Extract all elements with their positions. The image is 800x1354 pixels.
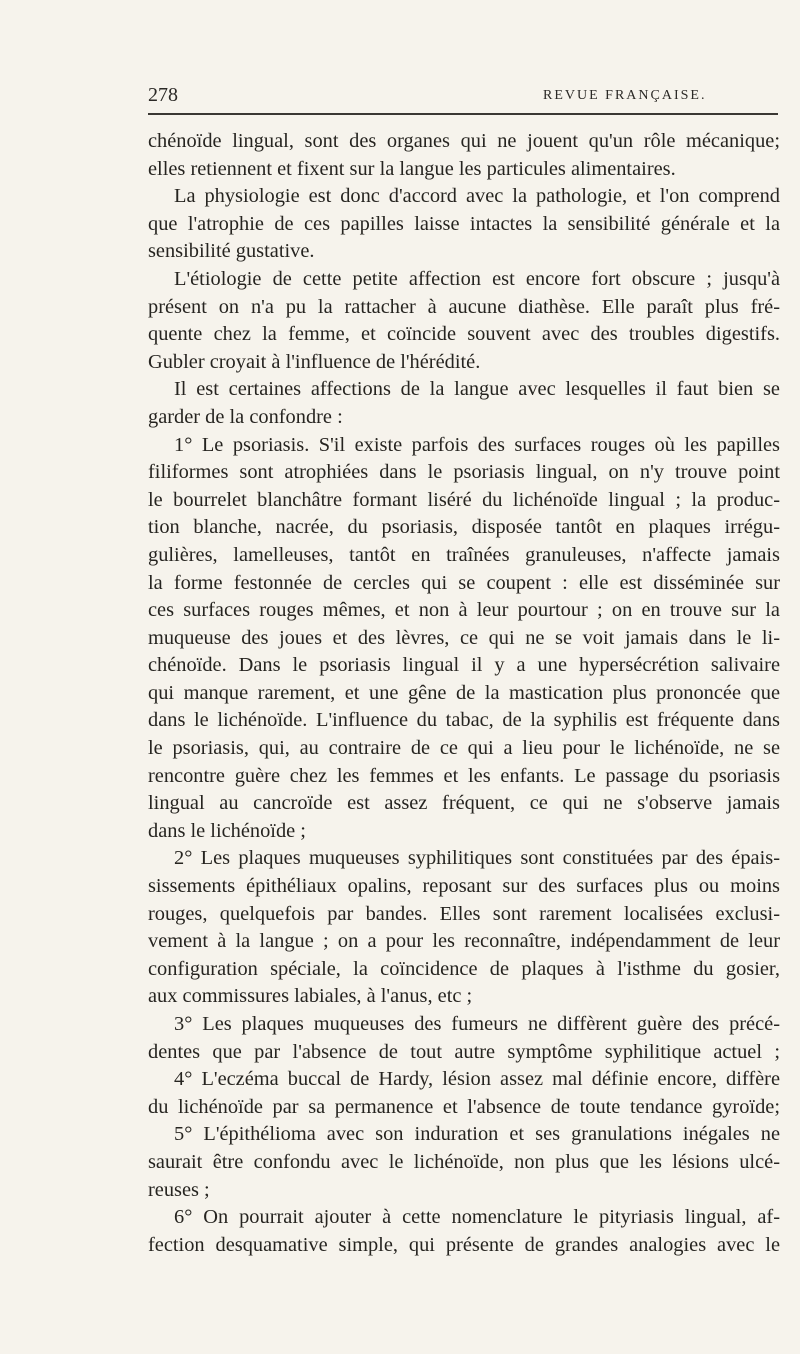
text-line: vement à la langue ; on a pour les reconnaître, indépendamment de leur <box>148 930 780 953</box>
text-line: La physiologie est donc d'accord avec la pathologie, et l'on comprend <box>174 185 780 208</box>
text-line: la forme festonnée de cercles qui se coupent : elle est disséminée sur <box>148 571 780 594</box>
text-line: 5° L'épithélioma avec son induration et ses granulations inégales ne <box>174 1123 780 1146</box>
text-line: gulières, lamelleuses, tantôt en traînées granuleuses, n'affecte jamais <box>148 543 780 566</box>
text-line: quente chez la femme, et coïncide souvent avec des troubles digestifs. <box>148 323 780 346</box>
text-line: que l'atrophie de ces papilles laisse intactes la sensibilité générale et la <box>148 212 780 235</box>
header-rule <box>148 113 778 115</box>
text-line: aux commissures labiales, à l'anus, etc ; <box>148 985 473 1008</box>
text-line: 4° L'eczéma buccal de Hardy, lésion assez mal définie encore, diffère <box>174 1068 780 1091</box>
text-line: Gubler croyait à l'influence de l'hérédité. <box>148 350 481 373</box>
text-line: le bourrelet blanchâtre formant liséré du lichénoïde lingual ; la produc- <box>148 488 780 511</box>
text-line: muqueuse des joues et des lèvres, ce qui ne se voit jamais dans le li- <box>148 626 780 649</box>
text-line: L'étiologie de cette petite affection est encore fort obscure ; jusqu'à <box>174 267 780 290</box>
text-line: dans le lichénoïde ; <box>148 819 306 842</box>
text-line: dentes que par l'absence de tout autre symptôme syphilitique actuel ; <box>148 1040 780 1063</box>
text-line: reuses ; <box>148 1178 210 1201</box>
text-line: Il est certaines affections de la langue avec lesquelles il faut bien se <box>174 378 780 401</box>
running-title: REVUE FRANÇAISE. <box>543 88 707 103</box>
text-line: ces surfaces rouges mêmes, et non à leur pourtour ; on en trouve sur la <box>148 599 780 622</box>
text-line: dans le lichénoïde. L'influence du tabac, de la syphilis est fréquente dans <box>148 709 780 732</box>
text-line: fection desquamative simple, qui présente de grandes analogies avec le <box>148 1233 780 1256</box>
body-text <box>148 128 780 1259</box>
text-line: chénoïde. Dans le psoriasis lingual il y a une hypersécrétion salivaire <box>148 654 780 677</box>
text-line: présent on n'a pu la rattacher à aucune diathèse. Elle paraît plus fré- <box>148 295 780 318</box>
text-line: rouges, quelquefois par bandes. Elles sont rarement localisées exclusi- <box>148 902 780 925</box>
text-line: tion blanche, nacrée, du psoriasis, disposée tantôt en plaques irrégu- <box>148 516 780 539</box>
text-line: 2° Les plaques muqueuses syphilitiques sont constituées par des épais- <box>174 847 780 870</box>
text-line: sensibilité gustative. <box>148 240 315 263</box>
text-line: elles retiennent et fixent sur la langue les particules alimentaires. <box>148 157 676 180</box>
text-line: lingual au cancroïde est assez fréquent, ce qui ne s'observe jamais <box>148 792 780 815</box>
text-line: sissements épithéliaux opalins, reposant sur des surfaces plus ou moins <box>148 875 780 898</box>
text-line: 6° On pourrait ajouter à cette nomenclature le pityriasis lingual, af- <box>174 1206 780 1229</box>
text-line: garder de la confondre : <box>148 405 343 428</box>
text-line: 1° Le psoriasis. S'il existe parfois des surfaces rouges où les papilles <box>174 433 780 456</box>
text-line: saurait être confondu avec le lichénoïde, non plus que les lésions ulcé- <box>148 1150 780 1173</box>
text-line: 3° Les plaques muqueuses des fumeurs ne diffèrent guère des précé- <box>174 1013 780 1035</box>
text-line: le psoriasis, qui, au contraire de ce qui a lieu pour le lichénoïde, ne se <box>148 737 780 760</box>
text-line: configuration spéciale, la coïncidence de plaques à l'isthme du gosier, <box>148 957 780 980</box>
text-line: rencontre guère chez les femmes et les enfants. Le passage du psoriasis <box>148 764 780 787</box>
page-header <box>148 84 778 108</box>
text-line: chénoïde lingual, sont des organes qui ne jouent qu'un rôle mécanique; <box>148 130 780 152</box>
text-line: qui manque rarement, et une gêne de la mastication plus prononcée que <box>148 681 780 704</box>
text-line: du lichénoïde par sa permanence et l'absence de toute tendance gyroïde; <box>148 1095 780 1118</box>
page-number: 278 <box>148 84 178 106</box>
text-line: filiformes sont atrophiées dans le psoriasis lingual, on n'y trouve point <box>148 461 780 484</box>
